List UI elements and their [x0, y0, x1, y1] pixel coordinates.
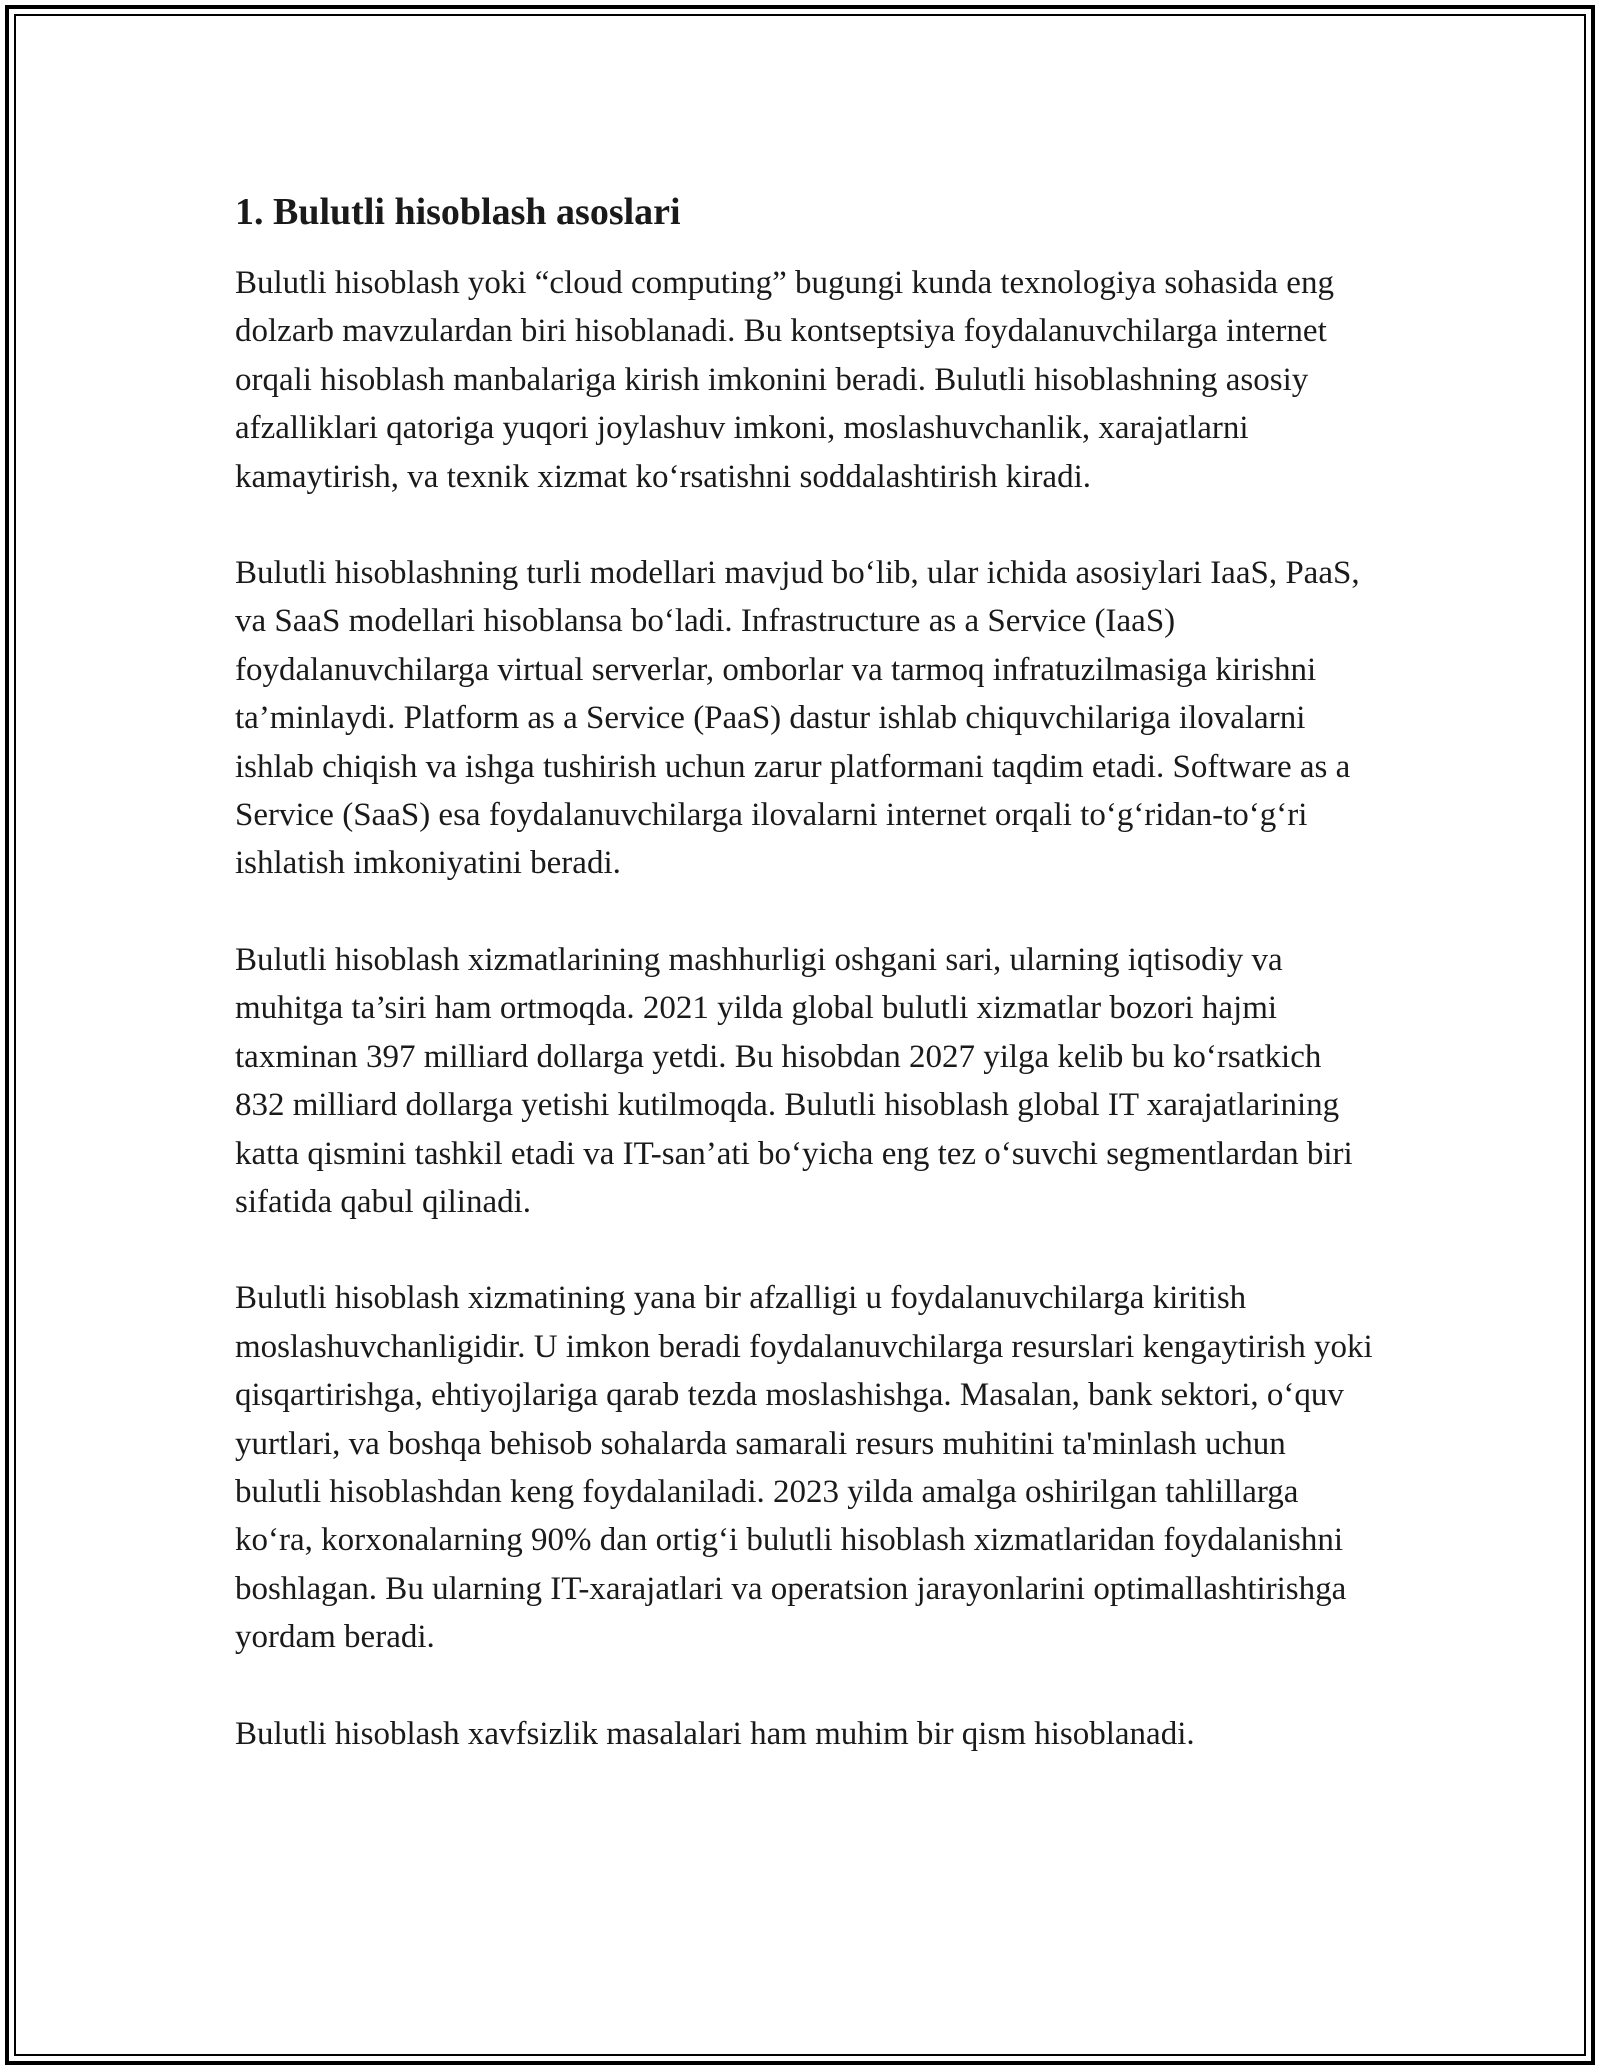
- paragraph-flexibility: Bulutli hisoblash xizmatining yana bir afzalligi u foydalanuvchilarga kiritish moslashuvchanligidir. U imkon beradi foydalanuvchilarga resurslari kengaytirish yoki qisqartirishga, ehtiyojlariga qarab tezda moslashishga. Masalan, bank sektori, o‘quv yurtlari, va boshqa behisob sohalarda samarali resurs muhitini ta'minlash uchun bulutli hisoblashdan keng foydalaniladi. 2023 yilda amalga oshirilgan tahlillarga ko‘ra, korxonalarning 90% dan ortig‘i bulutli hisoblash xizmatlaridan foydalanishni boshlagan. Bu ularning IT-xarajatlari va operatsion jarayonlarini optimallashtirishga yordam beradi.: [235, 1280, 1373, 1656]
- paragraph-intro: Bulutli hisoblash yoki “cloud computing” bugungi kunda texnologiya sohasida eng dolzarb mavzulardan biri hisoblanadi. Bu kontseptsiya foydalanuvchilarga internet orqali hisoblash manbalariga kirish imkonini beradi. Bulutli hisoblashning asosiy afzalliklari qatoriga yuqori joylashuv imkoni, moslashuvchanlik, xarajatlarni kamaytirish, va texnik xizmat ko‘rsatishni soddalashtirish kiradi.: [235, 265, 1334, 495]
- paragraph-security: Bulutli hisoblash xavfsizlik masalalari ham muhim bir qism hisoblanadi.: [235, 1715, 1195, 1752]
- section-heading: 1. Bulutli hisoblash asoslari: [235, 191, 681, 233]
- document-body: [235, 187, 1375, 1806]
- paragraph-market: Bulutli hisoblash xizmatlarining mashhurligi oshgani sari, ularning iqtisodiy va muhitga ta’siri ham ortmoqda. 2021 yilda global bulutli xizmatlar bozori hajmi taxminan 397 milliard dollarga yetdi. Bu hisobdan 2027 yilga kelib bu ko‘rsatkich 832 milliard dollarga yetishi kutilmoqda. Bulutli hisoblash global IT xarajatlarining katta qismini tashkil etadi va IT-san’ati bo‘yicha eng tez o‘suvchi segmentlardan biri sifatida qabul qilinadi.: [235, 941, 1353, 1220]
- paragraph-models: Bulutli hisoblashning turli modellari mavjud bo‘lib, ular ichida asosiylari IaaS, PaaS, va SaaS modellari hisoblansa bo‘ladi. Infrastructure as a Service (IaaS) foydalanuvchilarga virtual serverlar, omborlar va tarmoq infratuzilmasiga kirishni ta’minlaydi. Platform as a Service (PaaS) dastur ishlab chiquvchilariga ilovalarni ishlab chiqish va ishga tushirish uchun zarur platformani taqdim etadi. Software as a Service (SaaS) esa foydalanuvchilarga ilovalarni internet orqali to‘g‘ridan-to‘g‘ri ishlatish imkoniyatini beradi.: [235, 555, 1360, 882]
